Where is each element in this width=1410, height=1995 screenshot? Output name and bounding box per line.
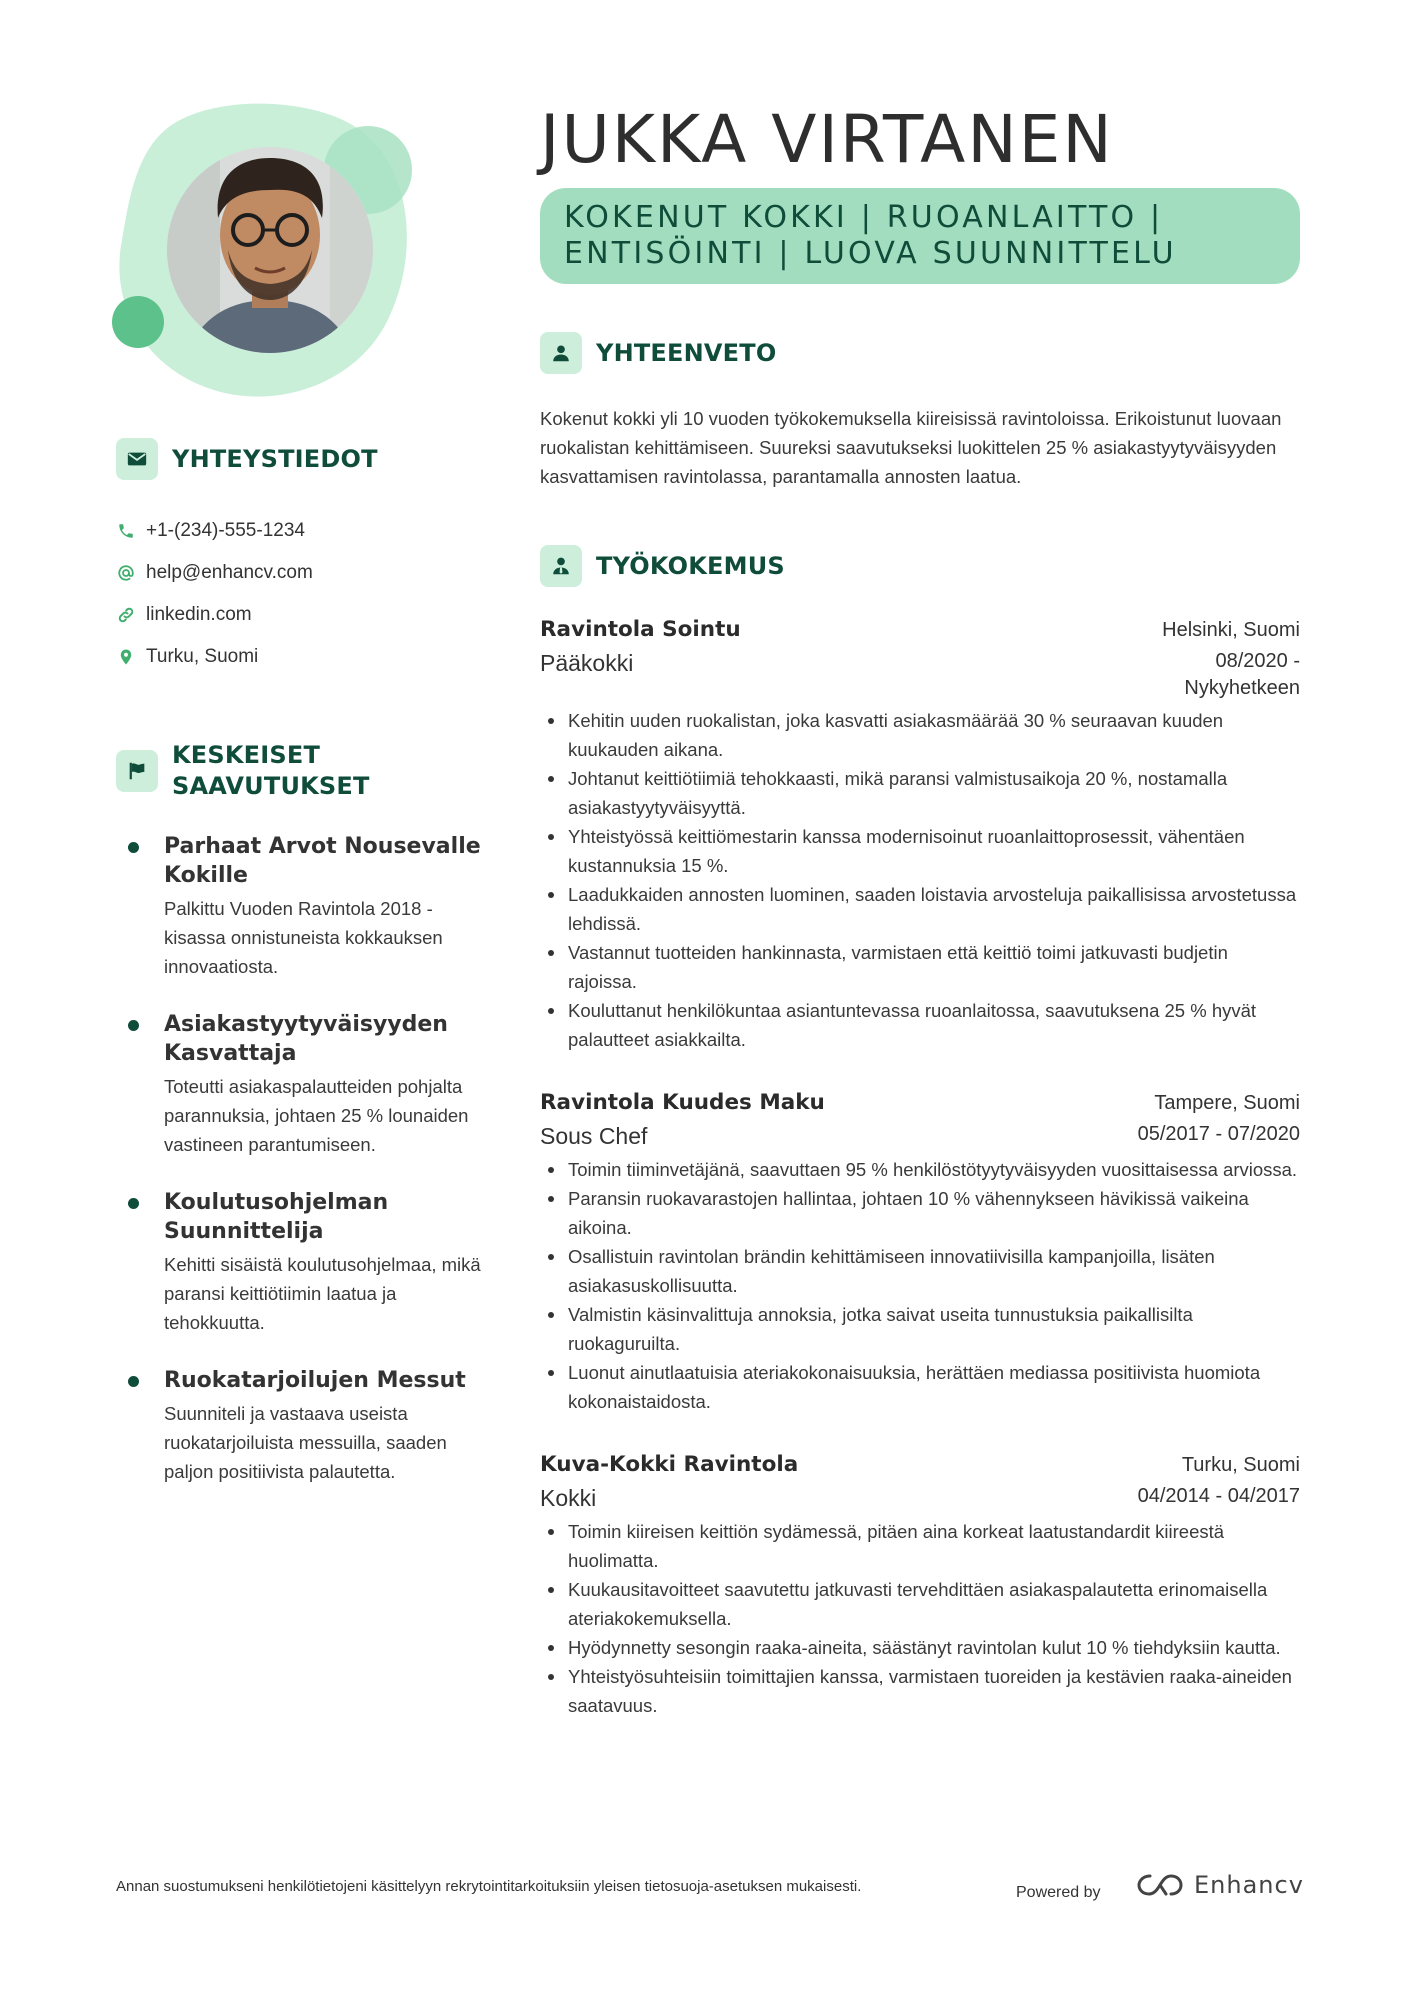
job-role: Sous Chef (540, 1123, 648, 1149)
job-bullet: Yhteistyösuhteisiin toimittajien kanssa, varmistaen tuoreiden ja kestävien raaka-aineiden saatavuus. (540, 1662, 1300, 1720)
headline-banner (540, 188, 1300, 284)
achievement-item (126, 832, 486, 981)
job-bullet: Johtanut keittiötiimiä tehokkaasti, mikä paransi valmistusaikoja 20 %, nostamalla asiakastyytyväisyyttä. (540, 764, 1300, 822)
job-location: Tampere, Suomi (1154, 1092, 1300, 1114)
contact-section-header (116, 438, 486, 480)
achievements-section-header (116, 740, 486, 802)
phone-icon (116, 521, 136, 541)
profile-photo (110, 100, 425, 410)
worker-icon (540, 545, 582, 587)
achievement-description: Suunniteli ja vastaava useista ruokatarjoiluista messuilla, saaden paljon positiivista palautetta. (164, 1403, 447, 1482)
achievement-title: Koulutusohjelman Suunnittelija (164, 1190, 389, 1244)
contact-phone-text: +1-(234)-555-1234 (146, 520, 305, 541)
at-icon (116, 563, 136, 583)
job-entry (540, 1090, 1300, 1416)
job-role: Kokki (540, 1485, 597, 1511)
job-bullet: Yhteistyössä keittiömestarin kanssa modernisoinut ruoanlaittoprosessit, vähentäen kustannuksia 15 %. (540, 822, 1300, 880)
right-column (540, 332, 1300, 1720)
achievements-list (126, 832, 486, 1486)
experience-title: TYÖKOKEMUS (596, 551, 785, 580)
contact-list (116, 510, 486, 678)
job-company: Ravintola Sointu (540, 617, 741, 642)
enhancv-logo-icon (1136, 1870, 1184, 1900)
location-pin-icon (116, 647, 136, 667)
job-bullets (540, 1155, 1300, 1416)
candidate-name: JUKKA VIRTANEN (540, 101, 1114, 178)
contact-phone[interactable] (116, 510, 486, 552)
achievement-item (126, 1366, 486, 1486)
headline-line-2: ENTISÖINTI | LUOVA SUUNNITTELU (564, 236, 1177, 271)
link-icon (116, 605, 136, 625)
contact-location (116, 636, 486, 678)
achievement-title: Asiakastyytyväisyyden Kasvattaja (164, 1012, 448, 1066)
job-entry (540, 617, 1300, 1054)
user-icon (540, 332, 582, 374)
job-bullet: Luonut ainutlaatuisia ateriakokonaisuuksia, herättäen mediassa positiivista huomiota kokonaistaidosta. (540, 1358, 1300, 1416)
achievements-title: KESKEISET SAAVUTUKSET (172, 741, 370, 800)
job-dates: 08/2020 - Nykyhetkeen (1184, 650, 1300, 699)
achievements-section (116, 740, 486, 1486)
contact-email[interactable] (116, 552, 486, 594)
job-company: Ravintola Kuudes Maku (540, 1090, 825, 1115)
enhancv-logo[interactable] (1136, 1870, 1304, 1900)
job-bullet: Laadukkaiden annosten luominen, saaden loistavia arvosteluja paikallisissa arvostetussa lehdissä. (540, 880, 1300, 938)
achievement-description: Kehitti sisäistä koulutusohjelmaa, mikä paransi keittiötiimin laatua ja tehokkuutta. (164, 1254, 481, 1333)
job-bullet: Kuukausitavoitteet saavutettu jatkuvasti tervehdittäen asiakaspalautetta erinomaisella ateriakokemuksella. (540, 1575, 1300, 1633)
flag-icon (116, 750, 158, 792)
achievement-description: Toteutti asiakaspalautteiden pohjalta parannuksia, johtaen 25 % lounaiden vastineen parantumiseen. (164, 1076, 469, 1155)
achievement-description: Palkittu Vuoden Ravintola 2018 -kisassa onnistuneista kokkauksen innovaatiosta. (164, 898, 443, 977)
job-bullet: Toimin kiireisen keittiön sydämessä, pitäen aina korkeat laatustandardit kiireestä huolimatta. (540, 1517, 1300, 1575)
job-location: Turku, Suomi (1181, 1454, 1300, 1476)
experience-section-header (540, 545, 1300, 587)
job-bullet: Osallistuin ravintolan brändin kehittämiseen innovatiivisilla kampanjoilla, lisäten asiakasuskollisuutta. (540, 1242, 1300, 1300)
powered-by-label: Powered by (1016, 1884, 1101, 1901)
achievement-item (126, 1010, 486, 1159)
achievement-title: Ruokatarjoilujen Messut (164, 1368, 466, 1393)
job-company: Kuva-Kokki Ravintola (540, 1452, 799, 1477)
achievement-item (126, 1188, 486, 1337)
experience-section (540, 545, 1300, 1720)
job-bullet: Vastannut tuotteiden hankinnasta, varmistaen että keittiö toimi jatkuvasti budjetin rajoissa. (540, 938, 1300, 996)
job-bullet: Hyödynnetty sesongin raaka-aineita, säästänyt ravintolan kulut 10 % tiehdyksiin kautta. (540, 1633, 1300, 1662)
contact-linkedin-text: linkedin.com (146, 604, 252, 625)
contact-location-text: Turku, Suomi (146, 646, 259, 667)
summary-text: Kokenut kokki yli 10 vuoden työkokemuksella kiireisissä ravintoloissa. Erikoistunut luovaan ruokalistan kehittämiseen. Suureksi saavutukseksi luokittelen 25 % asiakastyytyväisyyden kasvattamisen ravintolassa, parantamalla annosten laatua. (540, 408, 1282, 487)
job-bullet: Toimin tiiminvetäjänä, saavuttaen 95 % henkilöstötyytyväisyyden vuosittaisessa arviossa. (540, 1155, 1300, 1184)
job-dates: 04/2014 - 04/2017 (1137, 1485, 1300, 1507)
job-bullet: Paransin ruokavarastojen hallintaa, johtaen 10 % vähennykseen hävikissä vaikeina aikoina. (540, 1184, 1300, 1242)
contact-linkedin[interactable] (116, 594, 486, 636)
job-bullets (540, 706, 1300, 1054)
summary-section (540, 332, 1300, 491)
job-bullet: Kehitin uuden ruokalistan, joka kasvatti asiakasmäärää 30 % seuraavan kuuden kuukauden aikana. (540, 706, 1300, 764)
contact-title: YHTEYSTIEDOT (172, 444, 378, 473)
job-role: Pääkokki (540, 650, 634, 676)
job-location: Helsinki, Suomi (1162, 619, 1300, 641)
enhancv-brand-name: Enhancv (1194, 1871, 1304, 1899)
gdpr-consent-note: Annan suostumukseni henkilötietojeni käsittelyyn rekrytointitarkoituksiin yleisen tietosuoja-asetuksen mukaisesti. (116, 1878, 862, 1895)
left-column (116, 438, 486, 1515)
job-bullets (540, 1517, 1300, 1720)
job-bullet: Valmistin käsinvalittuja annoksia, jotka saivat useita tunnustuksia paikallisilta ruokaguruilta. (540, 1300, 1300, 1358)
envelope-icon (116, 438, 158, 480)
achievement-title: Parhaat Arvot Nousevalle Kokille (164, 834, 481, 888)
summary-section-header (540, 332, 1300, 374)
job-entry (540, 1452, 1300, 1720)
headline-line-1: KOKENUT KOKKI | RUOANLAITTO | (564, 200, 1164, 235)
contact-email-text: help@enhancv.com (146, 562, 313, 583)
job-bullet: Kouluttanut henkilökuntaa asiantuntevassa ruoanlaitossa, saavutuksena 25 % hyvät palautteet asiakkailta. (540, 996, 1300, 1054)
summary-title: YHTEENVETO (596, 338, 777, 367)
avatar (110, 100, 425, 410)
job-dates: 05/2017 - 07/2020 (1137, 1123, 1300, 1145)
